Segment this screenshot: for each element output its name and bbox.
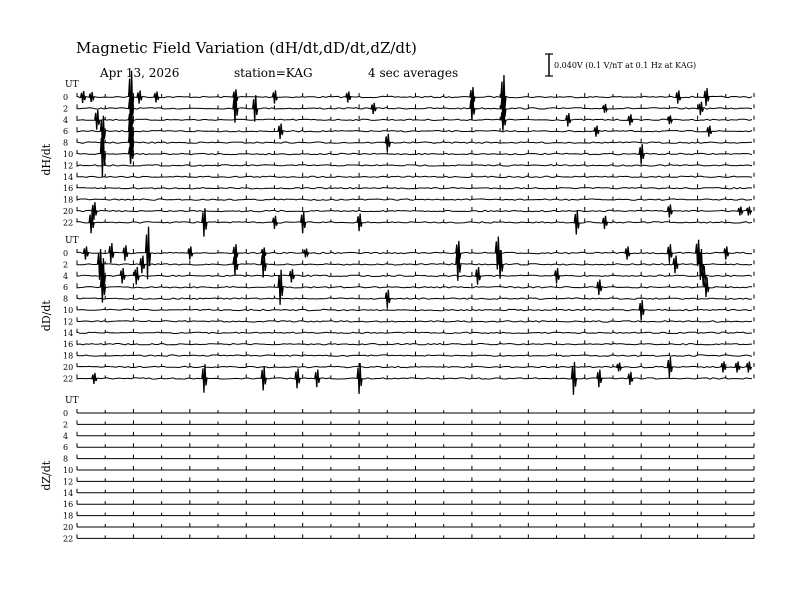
trace-row (77, 222, 752, 223)
axis-label-dH-dt: dH/dt (40, 143, 53, 176)
row-label: 14 (63, 328, 74, 338)
trace-row (77, 119, 752, 120)
row-label: 2 (63, 420, 69, 430)
row-label: 20 (63, 207, 74, 216)
station-label: station=KAG (234, 66, 313, 80)
trace-row (77, 176, 752, 177)
spike (476, 267, 481, 285)
row-label: 10 (63, 466, 74, 475)
trace-row (77, 210, 752, 211)
row-label: 18 (63, 195, 74, 205)
spike (574, 210, 579, 234)
row-label: 2 (63, 104, 69, 114)
trace-row (77, 199, 752, 200)
trace-row (77, 108, 752, 109)
row-label: 0 (63, 93, 69, 102)
trace-row (77, 287, 752, 288)
row-label: 0 (63, 409, 69, 418)
trace-row (77, 275, 752, 276)
row-label: 4 (63, 271, 69, 281)
row-label: 4 (63, 431, 69, 441)
spike (137, 90, 142, 103)
row-label: 16 (63, 184, 74, 194)
averaging-label: 4 sec averages (368, 66, 459, 80)
date-label: Apr 13, 2026 (100, 66, 180, 80)
row-label: 10 (63, 150, 74, 159)
axis-label-dZ-dt: dZ/dt (40, 460, 53, 491)
row-label: 8 (63, 294, 69, 304)
row-label: 12 (63, 161, 74, 171)
spike (698, 102, 703, 115)
spike (295, 369, 300, 389)
trace-row (77, 366, 752, 367)
spike (371, 103, 376, 114)
row-label: 6 (63, 127, 69, 137)
row-label: 4 (63, 115, 69, 125)
trace-row (77, 355, 752, 356)
row-label: 8 (63, 138, 69, 148)
trace-row (77, 165, 752, 166)
spike (707, 126, 712, 137)
chart-title: Magnetic Field Variation (dH/dt,dD/dt,dZ/dt) (76, 39, 417, 57)
trace-row (77, 264, 752, 265)
trace-row (77, 142, 752, 143)
trace-row (77, 309, 752, 310)
row-label: 16 (63, 500, 74, 510)
trace-row (77, 344, 752, 345)
row-label: 22 (63, 374, 74, 384)
row-label: 20 (63, 523, 74, 532)
row-label: 2 (63, 260, 69, 270)
trace-row (77, 96, 752, 97)
row-label: 22 (63, 534, 74, 544)
row-label: 12 (63, 477, 74, 487)
trace-row (77, 153, 752, 154)
spike (667, 244, 672, 262)
trace-row (77, 321, 752, 322)
trace-row (77, 298, 752, 299)
row-label: 18 (63, 351, 74, 361)
row-label: 14 (63, 488, 74, 498)
trace-row (77, 188, 752, 189)
row-label: 6 (63, 283, 69, 293)
row-label: 16 (63, 340, 74, 350)
spike (120, 268, 125, 283)
spike (667, 357, 672, 377)
spike (597, 280, 602, 295)
trace-row (77, 252, 752, 253)
row-label: 20 (63, 363, 74, 372)
row-label: 10 (63, 306, 74, 315)
row-label: 8 (63, 454, 69, 464)
row-label: 14 (63, 172, 74, 182)
trace-row (77, 131, 752, 132)
spike (628, 114, 633, 125)
scale-label: 0.040V (0.1 V/nT at 0.1 Hz at KAG) (554, 61, 697, 70)
row-label: 0 (63, 249, 69, 258)
row-label: 6 (63, 443, 69, 453)
ut-label: UT (65, 236, 79, 246)
axis-label-dD-dt: dD/dt (40, 300, 53, 332)
ut-label: UT (65, 396, 79, 406)
trace-row (77, 378, 752, 379)
trace-row (77, 332, 752, 333)
row-label: 18 (63, 511, 74, 521)
row-label: 12 (63, 317, 74, 327)
ut-label: UT (65, 80, 79, 90)
row-label: 22 (63, 218, 74, 228)
